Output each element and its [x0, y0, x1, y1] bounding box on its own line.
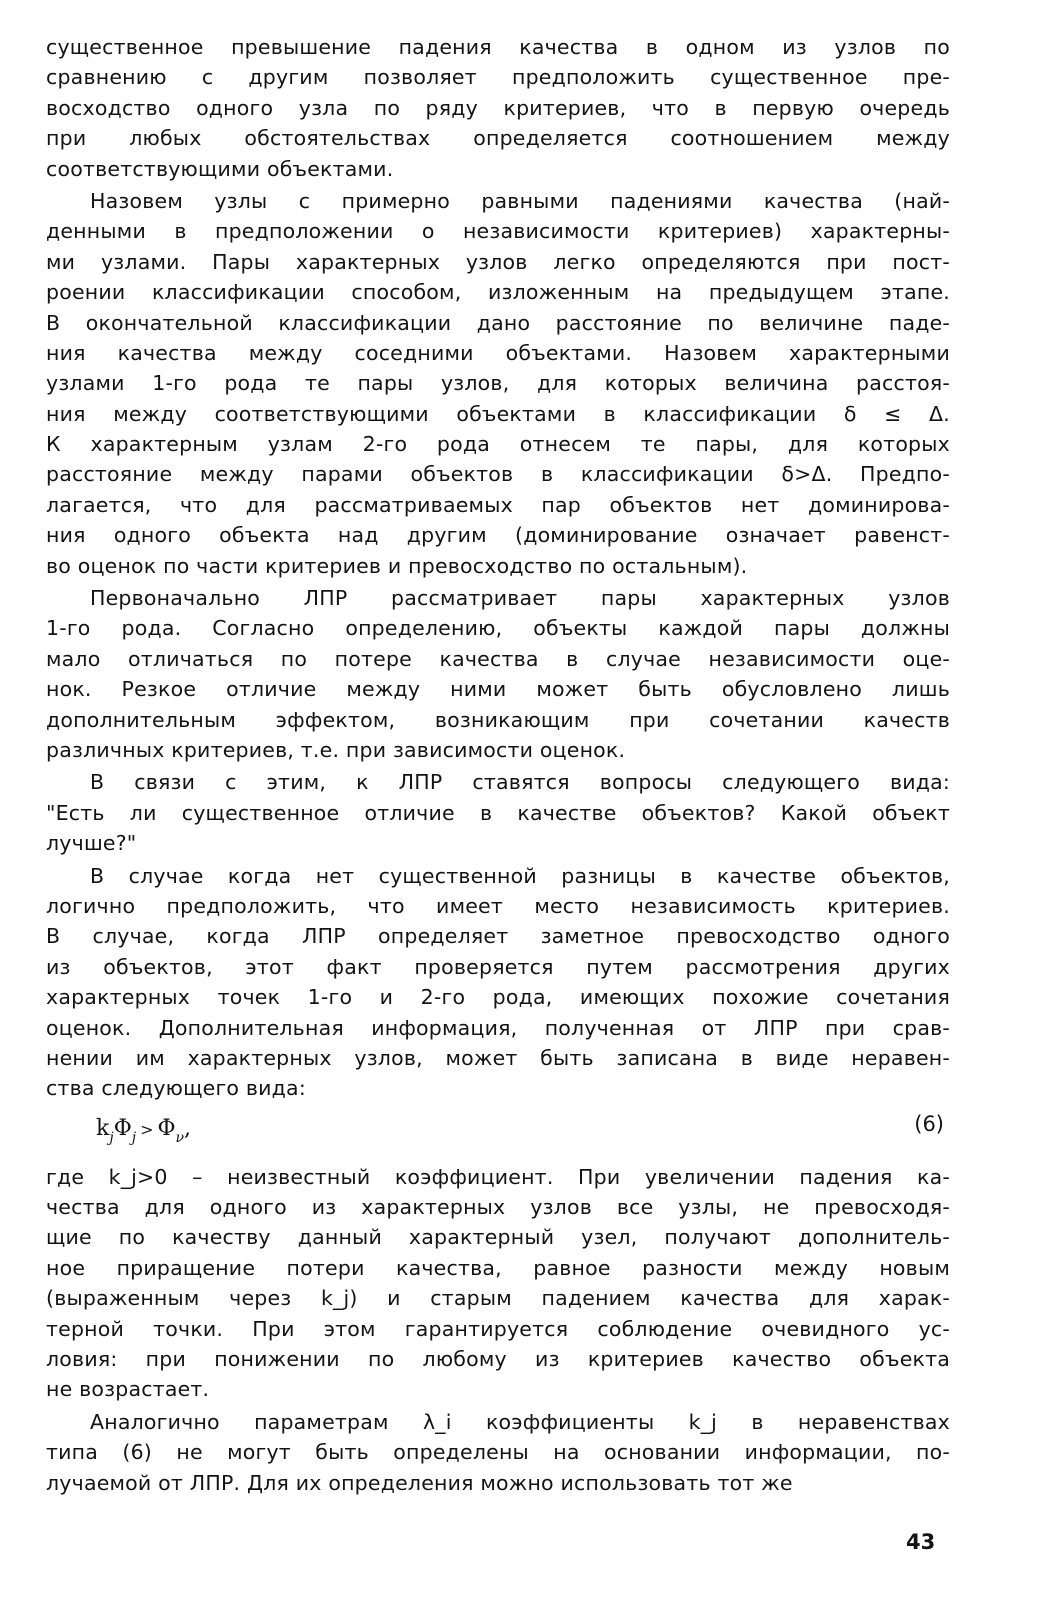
- text-line: характерных точек 1-го и 2-го рода, имеющих похожие сочетания: [46, 985, 950, 1010]
- text-line: мало отличаться по потере качества в случае независимости оце-: [46, 646, 950, 671]
- text-line: щие по качеству данный характерный узел, получают дополнитель-: [46, 1225, 950, 1250]
- text-line: расстояние между парами объектов в классификации δ>Δ. Предпо-: [46, 462, 950, 487]
- paragraph: [46, 583, 950, 765]
- formula-phi-left-subscript: j: [131, 1129, 137, 1146]
- text-line: В связи с этим, к ЛПР ставятся вопросы следующего вида:: [90, 770, 950, 795]
- paragraph-gap: [46, 1498, 950, 1500]
- text-line: нении им характерных узлов, может быть записана в виде неравен-: [46, 1045, 950, 1070]
- text-line: терной точки. При этом гарантируется соблюдение очевидного ус-: [46, 1316, 950, 1341]
- text-line: оценок. Дополнительная информация, полученная от ЛПР при срав-: [46, 1015, 950, 1040]
- text-line: 1-го рода. Согласно определению, объекты каждой пары должны: [46, 616, 950, 641]
- text-line: из объектов, этот факт проверяется путем рассмотрения других: [46, 954, 950, 979]
- text-line: ное приращение потери качества, равное разности между новым: [46, 1255, 950, 1280]
- text-line: лагается, что для рассматриваемых пар объектов нет доминирова-: [46, 492, 950, 517]
- text-line: дополнительным эффектом, возникающим при сочетании качеств: [46, 707, 950, 732]
- text-line: ния качества между соседними объектами. Назовем характерными: [46, 340, 950, 365]
- text-line: Назовем узлы с примерно равными падениями качества (най-: [90, 188, 950, 213]
- text-line: при любых обстоятельствах определяется соотношением между: [46, 126, 950, 151]
- text-line: ния между соответствующими объектами в классификации δ ≤ Δ.: [46, 401, 950, 426]
- paragraph: [46, 767, 950, 858]
- paragraph: [46, 1162, 950, 1405]
- text-line: В случае, когда ЛПР определяет заметное превосходство одного: [46, 924, 950, 949]
- text-line: сравнению с другим позволяет предположить существенное пре-: [46, 65, 950, 90]
- formula-k-subscript: j: [109, 1129, 114, 1146]
- formula-number: (6): [914, 1111, 944, 1136]
- text-line: лучаемой от ЛПР. Для их определения можно использовать тот же: [46, 1470, 793, 1495]
- text-line: ловия: при понижении по любому из критериев качество объекта: [46, 1347, 950, 1372]
- text-line: чества для одного из характерных узлов все узлы, не превосходя-: [46, 1195, 950, 1220]
- formula-relation: >: [140, 1119, 154, 1139]
- text-line: типа (6) не могут быть определены на основании информации, по-: [46, 1440, 950, 1465]
- page-number: 43: [906, 1530, 936, 1554]
- text-line: где k_j>0 – неизвестный коэффициент. При увеличении падения ка-: [46, 1164, 950, 1189]
- formula-phi-right: Φ: [157, 1115, 176, 1141]
- text-line: денными в предположении о независимости критериев) характерны-: [46, 219, 950, 244]
- formula-phi-right-subscript: ν: [175, 1129, 185, 1146]
- text-line: Аналогично параметрам λ_i коэффициенты k_j в неравенствах: [90, 1409, 950, 1434]
- formula-row: [46, 1112, 950, 1158]
- text-line: во оценок по части критериев и превосходство по остальным).: [46, 553, 748, 578]
- text-line: (выраженным через k_j) и старым падением качества для харак-: [46, 1286, 950, 1311]
- text-line: лучше?": [46, 831, 137, 856]
- text-line: соответствующими объектами.: [46, 156, 394, 181]
- text-line: логично предположить, что имеет место независимость критериев.: [46, 893, 950, 918]
- text-line: Первоначально ЛПР рассматривает пары характерных узлов: [90, 586, 950, 611]
- text-line: различных критериев, т.е. при зависимости оценок.: [46, 737, 626, 762]
- text-line: существенное превышение падения качества в одном из узлов по: [46, 35, 950, 59]
- text-line: "Есть ли существенное отличие в качестве объектов? Какой объект: [46, 800, 950, 825]
- paragraph: [46, 861, 950, 1104]
- inequality-formula: [96, 1116, 191, 1146]
- paragraph-gap: [46, 1104, 950, 1106]
- text-line: роении классификации способом, изложенным на предыдущем этапе.: [46, 280, 950, 305]
- text-line: восходство одного узла по ряду критериев, что в первую очередь: [46, 95, 950, 120]
- text-line: не возрастает.: [46, 1377, 210, 1402]
- text-line: нок. Резкое отличие между ними может быть обусловлено лишь: [46, 677, 950, 702]
- formula-comma: ,: [184, 1115, 192, 1141]
- paragraph: [46, 32, 950, 184]
- text-line: К характерным узлам 2-го рода отнесем те пары, для которых: [46, 432, 950, 457]
- formula-phi-left: Φ: [113, 1115, 132, 1141]
- text-line: ми узлами. Пары характерных узлов легко определяются при пост-: [46, 249, 950, 274]
- text-line: В случае когда нет существенной разницы в качестве объектов,: [90, 863, 950, 888]
- document-page: [46, 32, 950, 1572]
- text-line: ния одного объекта над другим (доминирование означает равенст-: [46, 523, 950, 548]
- body-text-after-formula: [46, 1162, 950, 1500]
- body-text-before-formula: [46, 32, 950, 1106]
- paragraph: [46, 186, 950, 581]
- text-line: ства следующего вида:: [46, 1076, 306, 1101]
- paragraph: [46, 1407, 950, 1498]
- formula-k: k: [96, 1115, 110, 1141]
- text-line: узлами 1-го рода те пары узлов, для которых величина расстоя-: [46, 371, 950, 396]
- text-line: В окончательной классификации дано расстояние по величине паде-: [46, 310, 950, 335]
